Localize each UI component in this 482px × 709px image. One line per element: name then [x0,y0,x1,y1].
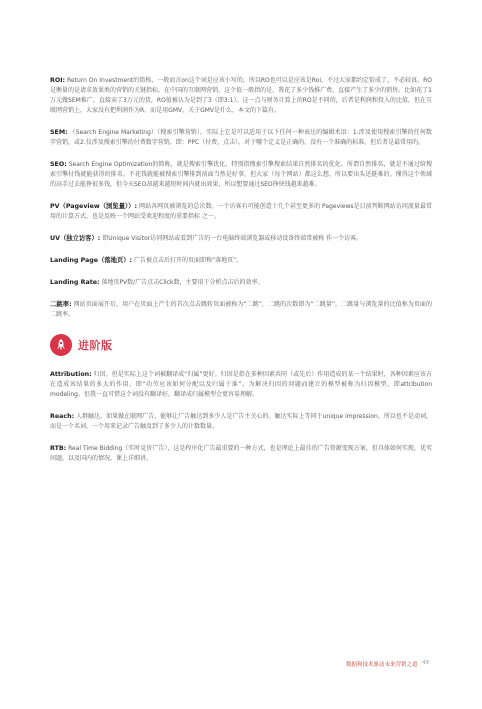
glossary-definition: Return On Investment的简称，一般而言on这个词是应该小写的，所以RO也可以是应该是Roi，不过大家都约定俗成了，不必较真。RO是衡量的是请求效果类的营销的关键指标，在中国的互联网营销，这个值一般指的是，我花了多少钱推广费，直接产生了多少的销售。比如花了1万元做SEM推广，直接卖了3万元的货，RO值被认为是到了3（即3:1）。这一点与财务计算上的RO是不同的，后者是利润和投入的比值，但在互联网营销上，大家没有把利润作为R，而是用GMV，关于GMV是什么，本文的下篇有。 [50,77,432,114]
page-number: 49 [422,660,429,666]
glossary-term: RTB: [50,445,67,452]
glossary-definition: 网站页面展开后，用户在页面上产生的首次点击跳转页面被称为“二跳”，二跳的次数即为“二跳量”，二跳量与浏览量的比值称为页面的二跳率。 [50,301,432,318]
glossary-definition: （Search Engine Marketing）（搜索引擎营销），实际上它是可以适用于以下任何一种表达的编辑术语：1.涉及使用搜索引擎的任何数字营销，或2.仅涉及搜索引擎的付费数字营销，即：PPC（付费，点击）。对于哪个定义是正确的，没有一个准确的标准，但后者是最常用的。 [50,129,432,146]
glossary-term: SEM: [50,129,68,136]
section-header [50,334,432,356]
glossary-term: Landing Page（落地页）: [50,257,133,264]
glossary-definition: 即Unique Visitor访问网站或看到广告的一台电脑终端浏览器或移动设备终端常被称 作一个访客。 [102,235,363,242]
glossary-term: UV（独立访客）: [50,235,101,242]
glossary-definition: 归因。但是实际上这个词被翻译成“归属”更好。归因是指在多种因素共同（或先后）作用造成的某一个结果时，各种因素应该占在造成该结果的多大的作用，即“功劳应该如何分配以及归属于谁”。为解决归因的问题而建立的模型被称为归因模型，即attribution modeling。但我一直可惜这个词没有翻译好，翻译成归属模型会更容易理解。 [50,371,432,398]
glossary-term: PV（Pageview（浏览量））: [50,203,138,210]
glossary-entry [50,278,432,288]
glossary-term: 二跳率: [50,301,72,308]
glossary-definition: Search Engine Optimization的简称，就是搜索引擎优化，特别指搜索引擎搜索结果自然排名的优化。所谓自然排名，就是不通过给搜索引擎付钱就能获得的排名。不花钱就能被搜索引擎排到前面当然是好事，但大家（每个网站）都这么想，所以要出头还挺难的。懂得这个领域的高手过去能挣很多钱，但今天SEO却越来越短时间内就出效果，所以想要通过SEO挣快钱越来越难。 [50,161,432,188]
glossary-entry [50,202,432,222]
glossary-term: SEO: [50,161,67,168]
glossary-definition: 人群触达，如果做在联网广告，能够让广告触达到多少人是广告主关心的。触达实际上等同于unique impression，所以也不是动词，而是一个名词，一个用来记录广告触及到了多少人的计数数量。 [50,413,432,430]
section-title: 进阶版 [78,339,113,352]
glossary-definition: 落地页PV数/广告点击Click数，主要用于分析点击后的效率。 [101,279,264,286]
glossary-entry [50,412,432,432]
glossary-definition: Real Time Bidding（实时竞价广告），这是程序化广告最重要的一种方式，也是理论上最佳的广告资源变现方案，但具体如何实现，优劣问题，以及国内的情况，课上详细讲。 [50,445,432,462]
glossary-term: Reach: [50,413,75,420]
footer-title: 数据和技术驱动未来营销之道 [346,662,418,668]
glossary-definition: 广告被点击后打开的页面即称“落地页”。 [134,257,243,264]
glossary-entry [50,128,432,148]
glossary-term: Attribution: [50,371,92,378]
glossary-entry [50,444,432,464]
glossary-entry [50,370,432,400]
glossary-entry [50,160,432,190]
glossary-entry [50,76,432,116]
glossary-entry [50,300,432,320]
glossary-basic [50,76,432,320]
glossary-entry [50,234,432,244]
glossary-term: Landing Rate: [50,279,100,286]
glossary-advanced [50,370,432,464]
page-content [50,76,432,476]
glossary-term: ROI: [50,77,66,84]
glossary-definition: 网站各网页被浏览的总次数。一个访客有可能创造十几个甚至更多的 Pageviews是目前判断网站访问流量最常用的计算方式，也是反映一个网站受欢迎程度的重要指标 之一。 [50,203,432,220]
rocket-icon [50,334,72,356]
glossary-entry [50,256,432,266]
